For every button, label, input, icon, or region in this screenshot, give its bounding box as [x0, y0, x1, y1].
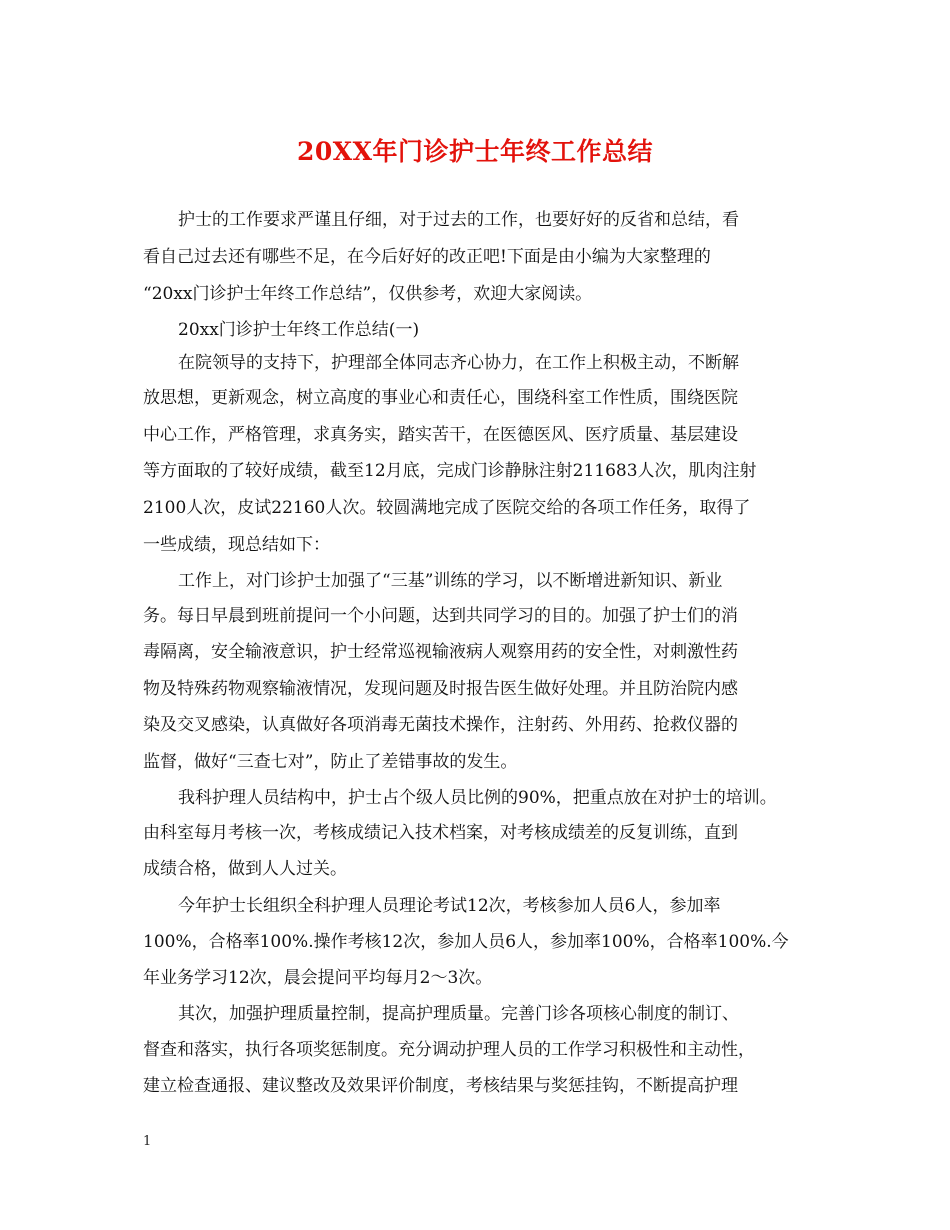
- paragraph-line: 看自己过去还有哪些不足，在今后好好的改正吧!下面是由小编为大家整理的: [143, 247, 711, 267]
- document-title: 20XX年门诊护士年终工作总结: [296, 137, 654, 166]
- paragraph-line: 在院领导的支持下，护理部全体同志齐心协力，在工作上积极主动，不断解: [178, 353, 739, 373]
- paragraph-line: 由科室每月考核一次，考核成绩记入技术档案，对考核成绩差的反复训练，直到: [143, 823, 738, 843]
- paragraph-line: 成绩合格，做到人人过关。: [143, 859, 347, 879]
- paragraph-line: 100%，合格率100%.操作考核12次，参加人员6人，参加率100%，合格率100%.今: [143, 932, 789, 952]
- paragraph-line: 其次，加强护理质量控制，提高护理质量。完善门诊各项核心制度的制订、: [178, 1004, 739, 1024]
- paragraph-line: 建立检查通报、建议整改及效果评价制度，考核结果与奖惩挂钩，不断提高护理: [143, 1076, 738, 1096]
- paragraph-line: 毒隔离，安全输液意识，护士经常巡视输液病人观察用药的安全性，对刺激性药: [143, 642, 738, 662]
- paragraph-line: 我科护理人员结构中，护士占个级人员比例的90%，把重点放在对护士的培训。: [178, 788, 777, 808]
- paragraph-line: 物及特殊药物观察输液情况，发现问题及时报告医生做好处理。并且防治院内感: [143, 679, 738, 699]
- paragraph-line: 监督，做好“三查七对”，防止了差错事故的发生。: [143, 752, 518, 772]
- paragraph-line: 督查和落实，执行各项奖惩制度。充分调动护理人员的工作学习积极性和主动性，: [143, 1040, 755, 1060]
- paragraph-line: “20xx门诊护士年终工作总结”，仅供参考，欢迎大家阅读。: [143, 284, 593, 304]
- paragraph-line: 今年护士长组织全科护理人员理论考试12次，考核参加人员6人，参加率: [178, 896, 721, 916]
- paragraph-line: 一些成绩，现总结如下：: [143, 535, 330, 555]
- paragraph-line: 放思想，更新观念，树立高度的事业心和责任心，围绕科室工作性质，围绕医院: [143, 388, 738, 408]
- paragraph-line: 染及交叉感染，认真做好各项消毒无菌技术操作，注射药、外用药、抢救仪器的: [143, 715, 738, 735]
- paragraph-line: 年业务学习12次，晨会提问平均每月2～3次。: [143, 968, 493, 988]
- paragraph-line: 务。每日早晨到班前提问一个小问题，达到共同学习的目的。加强了护士们的消: [143, 606, 738, 626]
- paragraph-line: 2100人次，皮试22160人次。较圆满地完成了医院交给的各项工作任务，取得了: [143, 498, 751, 518]
- section-heading: 20xx门诊护士年终工作总结(一): [178, 320, 420, 340]
- paragraph-line: 等方面取的了较好成绩，截至12月底，完成门诊静脉注射211683人次，肌肉注射: [143, 461, 757, 481]
- paragraph-line: 中心工作，严格管理，求真务实，踏实苦干，在医德医风、医疗质量、基层建设: [143, 425, 738, 445]
- paragraph-line: 工作上，对门诊护士加强了“三基”训练的学习，以不断增进新知识、新业: [178, 571, 723, 591]
- page-number: 1: [143, 1134, 152, 1149]
- paragraph-line: 护士的工作要求严谨且仔细，对于过去的工作，也要好好的反省和总结，看: [178, 210, 739, 230]
